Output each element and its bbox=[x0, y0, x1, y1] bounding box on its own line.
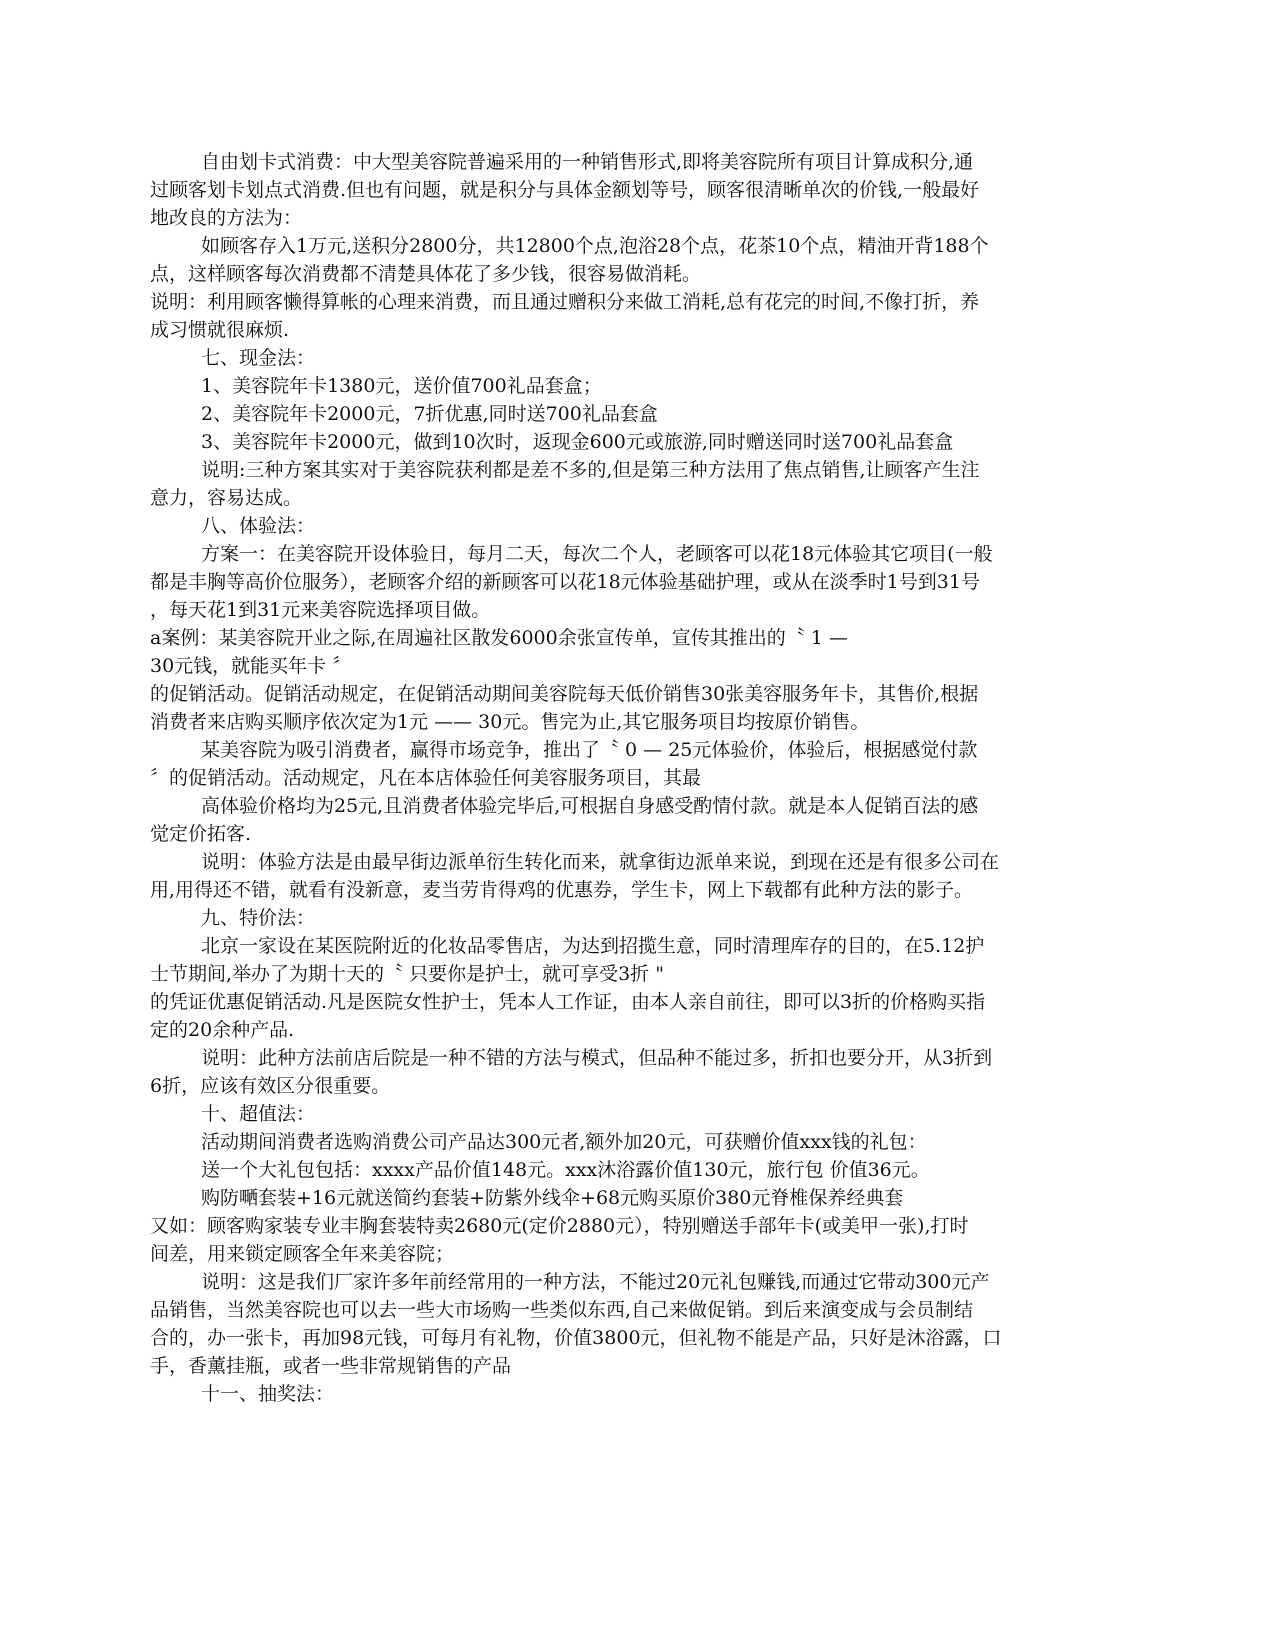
text-line: 高体验价格均为25元,且消费者体验完毕后,可根据自身感受酌情付款。就是本人促销百法的感 bbox=[201, 795, 979, 817]
text-line: 士节期间,举办了为期十天的〝 只要你是护士，就可享受3折 " bbox=[150, 963, 664, 985]
text-line: 十一、抽奖法： bbox=[201, 1383, 335, 1405]
text-line: ，每天花1到31元来美容院选择项目做。 bbox=[150, 599, 491, 621]
text-line: 活动期间消费者选购消费公司产品达300元者,额外加20元，可获赠价值xxx钱的礼包： bbox=[201, 1131, 927, 1153]
text-line: 自由划卡式消费：中大型美容院普遍采用的一种销售形式,即将美容院所有项目计算成积分,通 bbox=[201, 151, 974, 173]
text-line: 北京一家设在某医院附近的化妆品零售店，为达到招揽生意，同时清理库存的目的，在5.12护 bbox=[201, 935, 985, 957]
text-line: 购防嗮套装+16元就送简约套装+防紫外线伞+68元购买原价380元脊椎保养经典套 bbox=[201, 1187, 904, 1209]
text-line: 成习惯就很麻烦. bbox=[150, 319, 290, 341]
text-line: 30元钱，就能买年卡 〞 bbox=[150, 655, 352, 677]
text-line: 说明：利用顾客懒得算帐的心理来消费，而且通过赠积分来做工消耗,总有花完的时间,不像打折，养 bbox=[150, 291, 980, 313]
text-line: 九、特价法： bbox=[201, 907, 316, 929]
text-line: 1、美容院年卡1380元，送价值700礼品套盒； bbox=[201, 375, 602, 397]
text-line: 说明：体验方法是由最早街边派单衍生转化而来，就拿街边派单来说，到现在还是有很多公司在 bbox=[201, 851, 1000, 873]
text-line: 〞的促销活动。活动规定，凡在本店体验任何美容服务项目，其最 bbox=[150, 767, 702, 789]
text-line: 都是丰胸等高价位服务），老顾客介绍的新顾客可以花18元体验基础护理，或从在淡季时1号到31号 bbox=[150, 571, 980, 593]
text-line: 又如：顾客购家装专业丰胸套装特卖2680元(定价2880元），特别赠送手部年卡(或美甲一张),打时 bbox=[150, 1215, 969, 1237]
text-line: 七、现金法： bbox=[201, 347, 316, 369]
text-line: 点，这样顾客每次消费都不清楚具体花了多少钱，很容易做消耗。 bbox=[150, 263, 702, 285]
text-line: 6折，应该有效区分很重要。 bbox=[150, 1075, 391, 1097]
text-line: 2、美容院年卡2000元，7折优惠,同时送700礼品套盒 bbox=[201, 403, 658, 425]
text-line: 说明:三种方案其实对于美容院获利都是差不多的,但是第三种方法用了焦点销售,让顾客产生注 bbox=[201, 459, 980, 481]
text-line: 方案一：在美容院开设体验日，每月二天，每次二个人，老顾客可以花18元体验其它项目(一般 bbox=[201, 543, 993, 565]
text-line: 消费者来店购买顺序依次定为1元 —— 30元。售完为止,其它服务项目均按原价销售。 bbox=[150, 711, 870, 733]
text-line: 3、美容院年卡2000元，做到10次时，返现金600元或旅游,同时赠送同时送700礼品套盒 bbox=[201, 431, 954, 453]
text-line: 间差，用来锁定顾客全年来美容院； bbox=[150, 1243, 455, 1265]
text-line: 如顾客存入1万元,送积分2800分，共12800个点,泡浴28个点，花茶10个点，精油开背188个 bbox=[201, 235, 989, 257]
text-line: 送一个大礼包包括：xxxx产品价值148元。xxx沐浴露价值130元，旅行包 价值36元。 bbox=[201, 1159, 930, 1181]
text-line: 合的，办一张卡，再加98元钱，可每月有礼物，价值3800元，但礼物不能是产品，只好是沐浴露，口 bbox=[150, 1327, 1002, 1349]
text-line: 说明：此种方法前店后院是一种不错的方法与模式，但品种不能过多，折扣也要分开，从3折到 bbox=[201, 1047, 993, 1069]
text-line: 的促销活动。促销活动规定，在促销活动期间美容院每天低价销售30张美容服务年卡，其售价,根据 bbox=[150, 683, 979, 705]
document-body bbox=[150, 148, 1125, 1408]
text-line: 某美容院为吸引消费者，赢得市场竞争，推出了〝 0 — 25元体验价，体验后，根据感觉付款 bbox=[201, 739, 978, 761]
text-line: a案例：某美容院开业之际,在周遍社区散发6000余张宣传单，宣传其推出的〝 1 — bbox=[150, 627, 848, 649]
text-line: 的凭证优惠促销活动.凡是医院女性护士，凭本人工作证，由本人亲自前往，即可以3折的价格购买指 bbox=[150, 991, 986, 1013]
text-line: 过顾客划卡划点式消费.但也有问题，就是积分与具体金额划等号，顾客很清晰单次的价钱,一般最好 bbox=[150, 179, 980, 201]
text-line: 手，香薰挂瓶，或者一些非常规销售的产品 bbox=[150, 1355, 512, 1377]
text-line: 说明：这是我们厂家许多年前经常用的一种方法，不能过20元礼包赚钱,而通过它带动300元产 bbox=[201, 1271, 990, 1293]
text-line: 定的20余种产品. bbox=[150, 1019, 295, 1041]
text-line: 用,用得还不错，就看有没新意，麦当劳肯得鸡的优惠券，学生卡，网上下载都有此种方法的影子。 bbox=[150, 879, 974, 901]
text-line: 觉定价拓客. bbox=[150, 823, 252, 845]
text-line: 地改良的方法为： bbox=[150, 207, 303, 229]
text-line: 十、超值法： bbox=[201, 1103, 316, 1125]
text-line: 品销售，当然美容院也可以去一些大市场购一些类似东西,自己来做促销。到后来演变成与会员制结 bbox=[150, 1299, 974, 1321]
text-line: 意力，容易达成。 bbox=[150, 487, 303, 509]
text-line: 八、体验法： bbox=[201, 515, 316, 537]
